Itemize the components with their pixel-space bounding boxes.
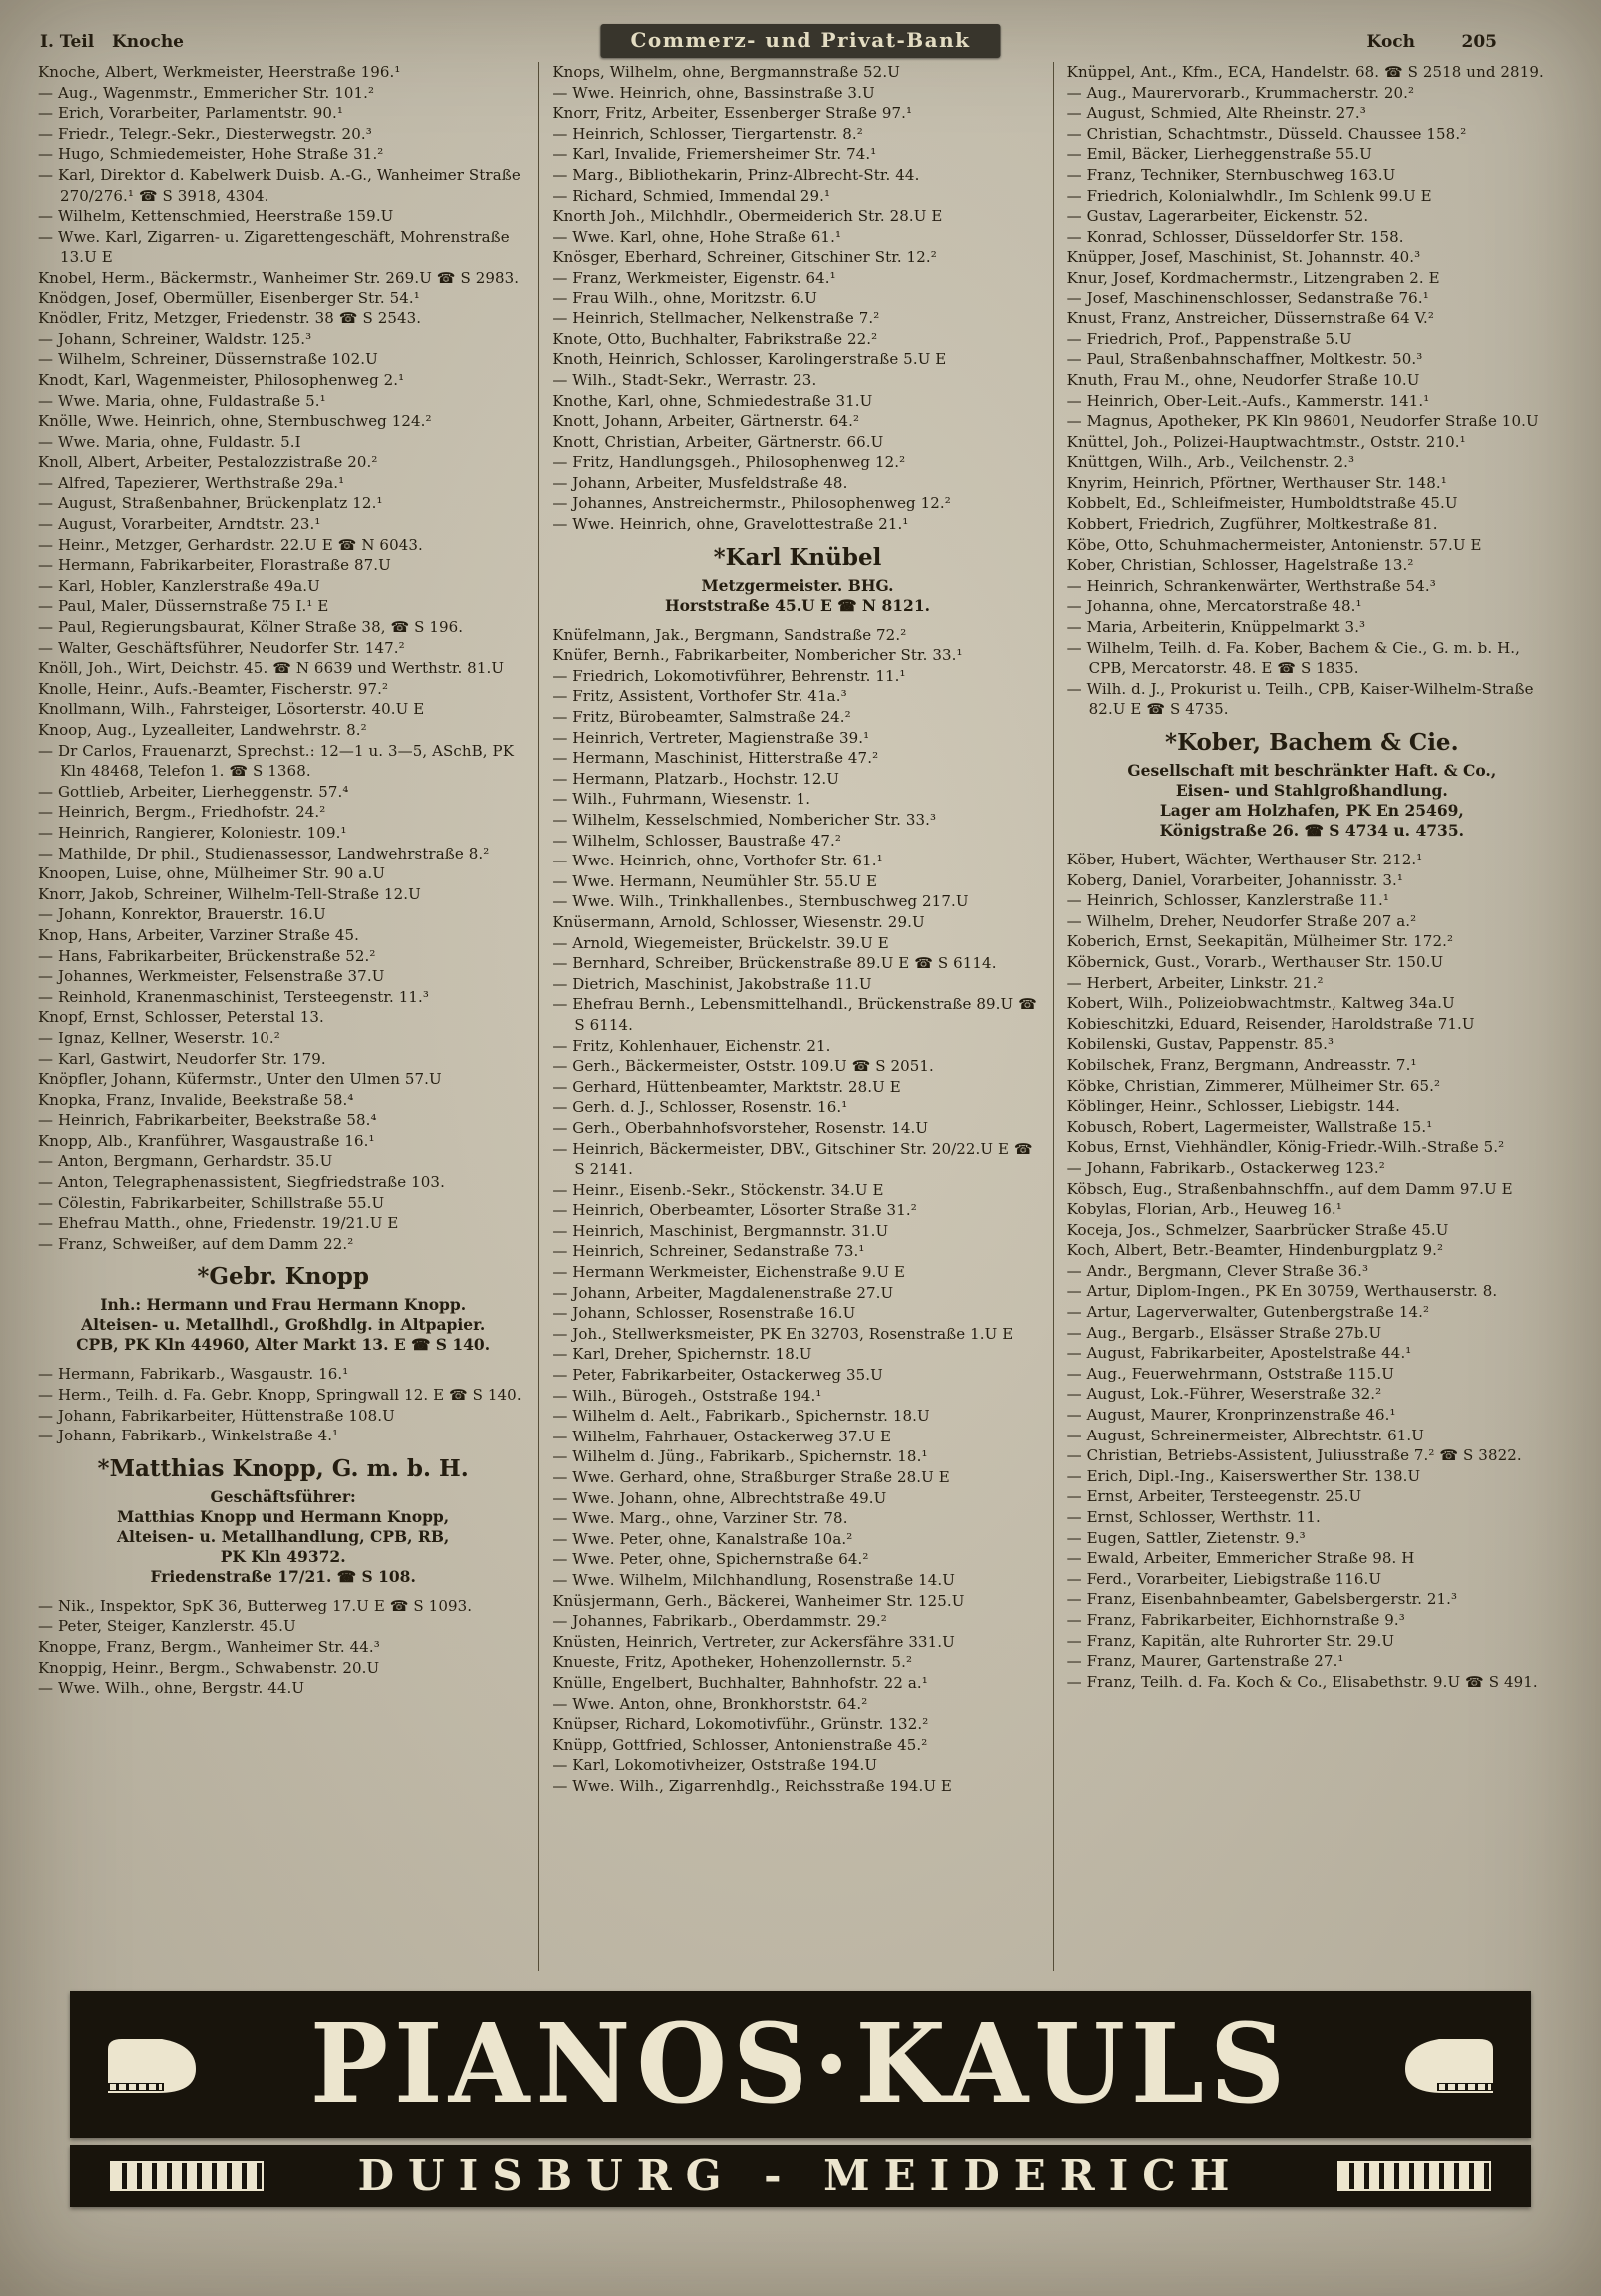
directory-entry: — August, Schmied, Alte Rheinstr. 27.³ (1066, 104, 1366, 123)
directory-entry: — Wilh. d. J., Prokurist u. Teilh., CPB, Kaiser-Wilhelm-Straße 82.U E ☎ S 4735. (1066, 679, 1534, 719)
gebr-knopp-ad (42, 1263, 524, 1355)
directory-entry: — Artur, Diplom-Ingen., PK En 30759, Werthauserstr. 8. (1066, 1282, 1498, 1301)
directory-entry: — Wilh., Stadt-Sekr., Werrastr. 23. (552, 370, 817, 389)
directory-entry: Knolle, Heinr., Aufs.-Beamter, Fischerstr. 97.² (38, 679, 389, 698)
directory-entry: — Ernst, Arbeiter, Tersteegenstr. 25.U (1066, 1487, 1362, 1506)
directory-entry: — Eugen, Sattler, Zietenstr. 9.³ (1066, 1528, 1306, 1547)
directory-entry: — Paul, Straßenbahnschaffner, Moltkestr. 50.³ (1066, 350, 1423, 369)
directory-entry: — Christian, Schachtmstr., Düsseld. Chaussee 158.² (1066, 124, 1467, 143)
directory-entry: — Franz, Fabrikarbeiter, Eichhornstraße 9.³ (1066, 1610, 1405, 1629)
directory-entry: — Heinrich, Fabrikarbeiter, Beekstraße 58.⁴ (38, 1111, 377, 1130)
directory-entry: — Frau Wilh., ohne, Moritzstr. 6.U (552, 288, 817, 307)
directory-entry: Knodt, Karl, Wagenmeister, Philosophenweg 2.¹ (38, 370, 405, 389)
directory-entry: Knott, Johann, Arbeiter, Gärtnerstr. 64.² (552, 412, 860, 431)
directory-entry: — Wwe. Wilh., Trinkhallenbes., Sternbuschweg 217.U (552, 892, 969, 911)
directory-entry: Knuth, Frau M., ohne, Neudorfer Straße 10.U (1066, 370, 1420, 389)
directory-entry: — Heinrich, Stellmacher, Nelkenstraße 7.² (552, 309, 880, 328)
directory-entry: — Franz, Werkmeister, Eigenstr. 64.¹ (552, 268, 836, 287)
directory-entry: — Hermann Werkmeister, Eichenstraße 9.U E (552, 1263, 905, 1282)
directory-entry: — Maria, Arbeiterin, Knüppelmarkt 3.³ (1066, 618, 1366, 637)
directory-entry: — Wwe. Karl, ohne, Hohe Straße 61.¹ (552, 227, 842, 246)
directory-entry: Köbke, Christian, Zimmerer, Mülheimer Str. 65.² (1066, 1076, 1441, 1095)
column-left (34, 62, 538, 1971)
ad-line: Metzgermeister. BHG. (701, 575, 894, 595)
directory-entry: — Erich, Dipl.-Ing., Kaiserswerther Str. 138.U (1066, 1466, 1421, 1485)
page-header (0, 24, 1601, 66)
directory-entry: Knorth Joh., Milchhdlr., Obermeiderich Str. 28.U E (552, 207, 943, 226)
directory-entry: — Wwe. Anton, ohne, Bronkhorststr. 64.² (552, 1694, 868, 1713)
directory-entry: Köbsch, Eug., Straßenbahnschffn., auf dem Damm 97.U E (1066, 1179, 1513, 1198)
directory-entry: — Johannes, Anstreichermstr., Philosophenweg 12.² (552, 494, 951, 513)
directory-entry: — Johann, Fabrikarbeiter, Hüttenstraße 108.U (38, 1406, 395, 1425)
ad-line: Geschäftsführer: (210, 1486, 356, 1506)
directory-entry: — Franz, Teilh. d. Fa. Koch & Co., Elisabethstr. 9.U ☎ S 491. (1066, 1672, 1538, 1691)
directory-entry: — Peter, Steiger, Kanzlerstr. 45.U (38, 1617, 296, 1636)
directory-entry: Knüttgen, Wilh., Arb., Veilchenstr. 2.³ (1066, 453, 1355, 472)
directory-entry: — August, Straßenbahner, Brückenplatz 12.¹ (38, 494, 383, 513)
directory-entry: Knop, Hans, Arbeiter, Varziner Straße 45. (38, 925, 359, 944)
directory-entry: — Aug., Bergarb., Elsässer Straße 27b.U (1066, 1323, 1382, 1342)
ad-bottom-band (70, 2145, 1531, 2207)
directory-entry: — Gerh., Bäckermeister, Oststr. 109.U ☎ S 2051. (552, 1057, 934, 1076)
directory-entry: — Gerh., Oberbahnhofsvorsteher, Rosenstr. 14.U (552, 1118, 929, 1137)
directory-entry: — Wwe. Heinrich, ohne, Vorthofer Str. 61.¹ (552, 852, 883, 870)
directory-entry: — Johann, Konrektor, Brauerstr. 16.U (38, 905, 326, 924)
directory-entry: — Ewald, Arbeiter, Emmericher Straße 98. H (1066, 1549, 1415, 1568)
directory-entry: — Wwe. Wilh., Zigarrenhdlg., Reichsstraße 194.U E (552, 1776, 952, 1795)
directory-entry: — Johann, Arbeiter, Musfeldstraße 48. (552, 473, 848, 492)
directory-entry: — Hermann, Maschinist, Hitterstraße 47.² (552, 749, 879, 768)
ad-title: PIANOS·KAULS (309, 1999, 1292, 2129)
ad-line: *Kober, Bachem & Cie. (1165, 729, 1459, 756)
directory-entry: — Aug., Wagenmstr., Emmericher Str. 101.² (38, 83, 375, 102)
directory-entry: Knödgen, Josef, Obermüller, Eisenberger Str. 54.¹ (38, 288, 420, 307)
bank-banner (600, 24, 1000, 58)
directory-entry: — Wwe. Wilh., ohne, Bergstr. 44.U (38, 1679, 305, 1698)
directory-entry: Koch, Albert, Betr.-Beamter, Hindenburgplatz 9.² (1066, 1241, 1444, 1260)
directory-entry: — Hermann, Platzarb., Hochstr. 12.U (552, 769, 839, 788)
directory-entry: Knyrim, Heinrich, Pförtner, Werthauser Str. 148.¹ (1066, 473, 1447, 492)
directory-entry: — Heinrich, Ober-Leit.-Aufs., Kammerstr. 141.¹ (1066, 391, 1430, 410)
directory-entry: Knoopen, Luise, ohne, Mülheimer Str. 90 a.U (38, 864, 385, 883)
directory-entry: — Fritz, Handlungsgeh., Philosophenweg 12.² (552, 453, 906, 472)
directory-entry: — Cölestin, Fabrikarbeiter, Schillstraße 55.U (38, 1193, 385, 1212)
directory-entry: — August, Lok.-Führer, Weserstraße 32.² (1066, 1385, 1382, 1404)
directory-entry: — Arnold, Wiegemeister, Brückelstr. 39.U E (552, 933, 889, 952)
pianos-kauls-ad (70, 1991, 1531, 2212)
directory-entry: — Wilh., Fuhrmann, Wiesenstr. 1. (552, 790, 811, 809)
directory-entry: — Franz, Eisenbahnbeamter, Gabelsbergerstr. 21.³ (1066, 1590, 1458, 1609)
directory-entry: Knöpfler, Johann, Küfermstr., Unter den Ulmen 57.U (38, 1070, 442, 1089)
ad-line: Matthias Knopp und Hermann Knopp, (117, 1506, 450, 1526)
directory-entry: — Erich, Vorarbeiter, Parlamentstr. 90.¹ (38, 104, 344, 123)
directory-entry: — Wilhelm d. Aelt., Fabrikarb., Spichernstr. 18.U (552, 1407, 930, 1426)
directory-entry: Kobilschek, Franz, Bergmann, Andreasstr. 7.¹ (1066, 1055, 1417, 1074)
directory-entry: — Friedrich, Lokomotivführer, Behrenstr. 11.¹ (552, 666, 906, 685)
column-right (1053, 62, 1567, 1971)
directory-entry: Knorr, Jakob, Schreiner, Wilhelm-Tell-Straße 12.U (38, 884, 421, 903)
directory-entry: Knüfer, Bernh., Fabrikarbeiter, Nombericher Str. 33.¹ (552, 646, 963, 665)
directory-entry: — Marg., Bibliothekarin, Prinz-Albrecht-Str. 44. (552, 165, 920, 184)
directory-entry: — Wilhelm, Kesselschmied, Nombericher Str. 33.³ (552, 811, 937, 829)
page-number: 205 (1461, 32, 1497, 52)
directory-entry: — August, Schreinermeister, Albrechtstr. 61.U (1066, 1426, 1425, 1444)
directory-entry: — Wwe. Peter, ohne, Spichernstraße 64.² (552, 1550, 869, 1569)
directory-entry: — Heinrich, Bäckermeister, DBV., Gitschiner Str. 20/22.U E ☎ S 2141. (552, 1139, 1033, 1179)
directory-entry: Kobusch, Robert, Lagermeister, Wallstraße 15.¹ (1066, 1117, 1433, 1136)
directory-entry: Köblinger, Heinr., Schlosser, Liebigstr. 144. (1066, 1097, 1400, 1116)
directory-entry: — Wilhelm, Fahrhauer, Ostackerweg 37.U E (552, 1427, 892, 1445)
directory-entry: — Wilhelm, Schreiner, Düssernstraße 102.U (38, 350, 378, 369)
directory-entry: Knülle, Engelbert, Buchhalter, Bahnhofstr. 22 a.¹ (552, 1673, 928, 1692)
directory-entry: — Ehefrau Matth., ohne, Friedenstr. 19/21.U E (38, 1214, 399, 1233)
karl-knuebel-ad (556, 544, 1038, 616)
directory-entry: — Wwe. Marg., ohne, Varziner Str. 78. (552, 1509, 848, 1528)
directory-entry: Knur, Josef, Kordmachermstr., Litzengraben 2. E (1066, 268, 1440, 287)
directory-entry: — Heinr., Metzger, Gerhardstr. 22.U E ☎ N 6043. (38, 535, 423, 554)
directory-entry: — Reinhold, Kranenmaschinist, Tersteegenstr. 11.³ (38, 987, 430, 1006)
directory-entry: Koceja, Jos., Schmelzer, Saarbrücker Straße 45.U (1066, 1220, 1449, 1239)
keyword-right: Koch (1366, 32, 1415, 52)
directory-entry: — Karl, Hobler, Kanzlerstraße 49a.U (38, 576, 320, 595)
directory-entry: — August, Maurer, Kronprinzenstraße 46.¹ (1066, 1406, 1396, 1425)
directory-entry: — Nik., Inspektor, SpK 36, Butterweg 17.U E ☎ S 1093. (38, 1596, 473, 1615)
directory-entry: — Walter, Geschäftsführer, Neudorfer Str. 147.² (38, 638, 405, 657)
directory-entry: Knollmann, Wilh., Fahrsteiger, Lösorterstr. 40.U E (38, 700, 425, 719)
directory-entry: — Friedr., Telegr.-Sekr., Diesterwegstr. 20.³ (38, 124, 372, 143)
ad-line: PK Kln 49372. (220, 1546, 346, 1566)
directory-entry: — Ignaz, Kellner, Weserstr. 10.² (38, 1028, 280, 1047)
directory-entry: Knüpp, Gottfried, Schlosser, Antonienstraße 45.² (552, 1735, 928, 1754)
ad-top-band (70, 1991, 1531, 2138)
directory-entry: — Karl, Lokomotivheizer, Oststraße 194.U (552, 1756, 878, 1775)
directory-entry: Knösger, Eberhard, Schreiner, Gitschiner Str. 12.² (552, 248, 937, 267)
directory-entry: — Wwe. Gerhard, ohne, Straßburger Straße 28.U E (552, 1468, 950, 1486)
directory-entry: — Paul, Regierungsbaurat, Kölner Straße 38, ☎ S 196. (38, 618, 464, 637)
ad-line: Eisen- und Stahlgroßhandlung. (1175, 781, 1448, 800)
directory-entry: — Wilhelm, Kettenschmied, Heerstraße 159.U (38, 207, 394, 226)
piano-icon (1395, 2027, 1505, 2101)
directory-entry: — Wilhelm, Schlosser, Baustraße 47.² (552, 831, 842, 850)
directory-entry: Knust, Franz, Anstreicher, Düssernstraße 64 V.² (1066, 309, 1434, 328)
directory-entry: Knopka, Franz, Invalide, Beekstraße 58.⁴ (38, 1090, 354, 1109)
directory-entry: — Heinr., Eisenb.-Sekr., Stöckenstr. 34.U E (552, 1180, 884, 1199)
directory-entry: — Heinrich, Maschinist, Bergmannstr. 31.U (552, 1221, 889, 1240)
directory-entry: — Johannes, Fabrikarb., Oberdammstr. 29.² (552, 1612, 887, 1631)
directory-entry: Knüsermann, Arnold, Schlosser, Wiesenstr. 29.U (552, 912, 925, 931)
directory-entry: — Karl, Dreher, Spichernstr. 18.U (552, 1345, 812, 1364)
directory-entry: — Franz, Techniker, Sternbuschweg 163.U (1066, 165, 1396, 184)
piano-keys-icon (1337, 2161, 1491, 2191)
directory-entry: — Franz, Maurer, Gartenstraße 27.¹ (1066, 1652, 1344, 1671)
directory-entry: — Johann, Arbeiter, Magdalenenstraße 27.U (552, 1283, 894, 1302)
directory-entry: Knoche, Albert, Werkmeister, Heerstraße 196.¹ (38, 63, 401, 81)
directory-entry: Köbernick, Gust., Vorarb., Werthauser Str. 150.U (1066, 952, 1444, 971)
directory-entry: — Hermann, Fabrikarb., Wasgaustr. 16.¹ (38, 1365, 349, 1384)
directory-entry: — Bernhard, Schreiber, Brückenstraße 89.U E ☎ S 6114. (552, 954, 997, 973)
directory-entry: — Wilhelm d. Jüng., Fabrikarb., Spichernstr. 18.¹ (552, 1447, 928, 1466)
ad-line: Friedenstraße 17/21. ☎ S 108. (150, 1566, 416, 1586)
directory-entry: Knölle, Wwe. Heinrich, ohne, Sternbuschweg 124.² (38, 412, 432, 431)
directory-entry: Knüppel, Ant., Kfm., ECA, Handelstr. 68. ☎ S 2518 und 2819. (1066, 63, 1544, 81)
directory-entry: Kobert, Wilh., Polizeiobwachtmstr., Kaltweg 34a.U (1066, 994, 1455, 1013)
directory-entry: — Johann, Schlosser, Rosenstraße 16.U (552, 1304, 856, 1323)
directory-entry: — Franz, Kapitän, alte Ruhrorter Str. 29.U (1066, 1631, 1395, 1650)
directory-entry: — Heinrich, Schlosser, Kanzlerstraße 11.¹ (1066, 891, 1389, 910)
directory-entry: — Johann, Fabrikarb., Winkelstraße 4.¹ (38, 1427, 339, 1445)
directory-entry: — Wwe. Maria, ohne, Fuldastr. 5.I (38, 432, 301, 451)
directory-entry: — Heinrich, Bergm., Friedhofstr. 24.² (38, 803, 326, 822)
directory-entry: — Friedrich, Prof., Pappenstraße 5.U (1066, 329, 1352, 348)
directory-entry: — Heinrich, Rangierer, Koloniestr. 109.¹ (38, 823, 347, 842)
directory-entry: Koberg, Daniel, Vorarbeiter, Johannisstr. 3.¹ (1066, 870, 1403, 889)
directory-entry: — Gustav, Lagerarbeiter, Eickenstr. 52. (1066, 207, 1369, 226)
directory-entry: Kobilenski, Gustav, Pappenstr. 85.³ (1066, 1035, 1334, 1054)
directory-entry: — Wwe. Johann, ohne, Albrechtstraße 49.U (552, 1488, 887, 1507)
directory-entry: Knueste, Fritz, Apotheker, Hohenzollernstr. 5.² (552, 1653, 913, 1672)
directory-entry: Knoppig, Heinr., Bergm., Schwabenstr. 20.U (38, 1658, 380, 1677)
directory-columns (34, 62, 1567, 1971)
directory-entry: — August, Vorarbeiter, Arndtstr. 23.¹ (38, 515, 321, 534)
directory-entry: — Wilhelm, Teilh. d. Fa. Kober, Bachem & Cie., G. m. b. H., CPB, Mercatorstr. 48. E ☎ S 1835. (1066, 638, 1521, 678)
directory-entry: — Aug., Maurervorarb., Krummacherstr. 20.² (1066, 83, 1415, 102)
directory-entry: — Friedrich, Kolonialwhdlr., Im Schlenk 99.U E (1066, 186, 1432, 205)
directory-entry: — Ferd., Vorarbeiter, Liebigstraße 116.U (1066, 1569, 1382, 1588)
directory-entry: Köber, Hubert, Wächter, Werthauser Str. 212.¹ (1066, 851, 1423, 868)
directory-entry: — Johann, Schreiner, Waldstr. 125.³ (38, 329, 312, 348)
directory-entry: — Karl, Invalide, Friemersheimer Str. 74.¹ (552, 145, 877, 164)
directory-entry: — Anton, Telegraphenassistent, Siegfriedstraße 103. (38, 1173, 445, 1192)
ad-line: Alteisen- u. Metallhdl., Großhdlg. in Altpapier. (81, 1315, 486, 1335)
directory-entry: — Mathilde, Dr phil., Studienassessor, Landwehrstraße 8.² (38, 844, 490, 862)
directory-entry: — Karl, Gastwirt, Neudorfer Str. 179. (38, 1049, 326, 1068)
directory-entry: Knoppe, Franz, Bergm., Wanheimer Str. 44.³ (38, 1638, 380, 1656)
directory-entry: — Heinrich, Schreiner, Sedanstraße 73.¹ (552, 1242, 865, 1261)
directory-entry: — Christian, Betriebs-Assistent, Juliusstraße 7.² ☎ S 3822. (1066, 1446, 1522, 1465)
directory-entry: — Gerh. d. J., Schlosser, Rosenstr. 16.¹ (552, 1098, 848, 1117)
piano-icon (96, 2027, 206, 2101)
directory-entry: — Wilh., Bürogeh., Oststraße 194.¹ (552, 1386, 822, 1405)
directory-entry: Köbe, Otto, Schuhmachermeister, Antonienstr. 57.U E (1066, 535, 1482, 554)
directory-entry: Knoll, Albert, Arbeiter, Pestalozzistraße 20.² (38, 453, 378, 472)
directory-entry: — Gottlieb, Arbeiter, Lierheggenstr. 57.⁴ (38, 782, 349, 801)
directory-entry: Knorr, Fritz, Arbeiter, Essenberger Straße 97.¹ (552, 104, 913, 123)
kober-bachem-ad (1071, 729, 1553, 841)
directory-entry: — Karl, Direktor d. Kabelwerk Duisb. A.-G., Wanheimer Straße 270/276.¹ ☎ S 3918, 4304. (38, 165, 521, 205)
directory-entry: — Wilhelm, Dreher, Neudorfer Straße 207 a.² (1066, 911, 1417, 930)
directory-entry: Knoth, Heinrich, Schlosser, Karolingerstraße 5.U E (552, 350, 947, 369)
directory-entry: Kober, Christian, Schlosser, Hagelstraße 13.² (1066, 556, 1414, 575)
directory-entry: Knopp, Alb., Kranführer, Wasgaustraße 16.¹ (38, 1131, 375, 1150)
directory-entry: Kobbert, Friedrich, Zugführer, Moltkestraße 81. (1066, 515, 1438, 534)
directory-entry: Koberich, Ernst, Seekapitän, Mülheimer Str. 172.² (1066, 932, 1454, 951)
directory-entry: Knüttel, Joh., Polizei-Hauptwachtmstr., Oststr. 210.¹ (1066, 432, 1466, 451)
directory-entry: Knüsten, Heinrich, Vertreter, zur Ackersfähre 331.U (552, 1632, 955, 1651)
ad-line: *Gebr. Knopp (197, 1263, 369, 1291)
directory-entry: Knott, Christian, Arbeiter, Gärtnerstr. 66.U (552, 432, 884, 451)
ad-line: CPB, PK Kln 44960, Alter Markt 13. E ☎ S 140. (76, 1335, 491, 1355)
directory-entry: — Wwe. Karl, Zigarren- u. Zigarettengeschäft, Mohrenstraße 13.U E (38, 227, 510, 267)
ad-line: Horststraße 45.U E ☎ N 8121. (664, 595, 931, 615)
directory-entry: Kobus, Ernst, Viehhändler, König-Friedr.-Wilh.-Straße 5.² (1066, 1138, 1505, 1157)
directory-entry: — Wwe. Peter, ohne, Kanalstraße 10a.² (552, 1529, 853, 1548)
directory-entry: Knüfelmann, Jak., Bergmann, Sandstraße 72.² (552, 625, 907, 644)
directory-entry: — Hermann, Fabrikarbeiter, Florastraße 87.U (38, 556, 391, 575)
ad-line: Königstraße 26. ☎ S 4734 u. 4735. (1159, 821, 1465, 840)
directory-entry: Knobel, Herm., Bäckermstr., Wanheimer Str. 269.U ☎ S 2983. (38, 268, 520, 287)
piano-keys-icon (110, 2161, 264, 2191)
directory-entry: Knoop, Aug., Lyzealleiter, Landwehrstr. 8.² (38, 721, 367, 739)
directory-entry: — Emil, Bäcker, Lierheggenstraße 55.U (1066, 145, 1372, 164)
column-middle (538, 62, 1052, 1971)
directory-entry: — Anton, Bergmann, Gerhardstr. 35.U (38, 1152, 333, 1171)
directory-entry: — Andr., Bergmann, Clever Straße 36.³ (1066, 1261, 1369, 1280)
directory-entry: — Paul, Maler, Düssernstraße 75 I.¹ E (38, 597, 329, 616)
directory-entry: Knopf, Ernst, Schlosser, Peterstal 13. (38, 1008, 324, 1027)
directory-entry: — Wwe. Maria, ohne, Fuldastraße 5.¹ (38, 391, 326, 410)
directory-entry: — Hans, Fabrikarbeiter, Brückenstraße 52.² (38, 946, 376, 965)
ad-line: Gesellschaft mit beschränkter Haft. & Co., (1127, 761, 1497, 780)
ad-subtitle: DUISBURG - MEIDERICH (357, 2151, 1244, 2200)
directory-entry: — Wwe. Heinrich, ohne, Gravelottestraße 21.¹ (552, 515, 909, 534)
directory-entry: — Dietrich, Maschinist, Jakobstraße 11.U (552, 974, 872, 993)
directory-entry: — Dr Carlos, Frauenarzt, Sprechst.: 12—1 u. 3—5, ASchB, PK Kln 48468, Telefon 1. ☎ S 1368. (38, 741, 515, 781)
directory-entry: — Gerhard, Hüttenbeamter, Marktstr. 28.U E (552, 1077, 901, 1096)
directory-entry: — Heinrich, Schrankenwärter, Werthstraße 54.³ (1066, 576, 1436, 595)
directory-entry: — Alfred, Tapezierer, Werthstraße 29a.¹ (38, 473, 345, 492)
directory-entry: — Johanna, ohne, Mercatorstraße 48.¹ (1066, 597, 1362, 616)
directory-entry: — Heinrich, Vertreter, Magienstraße 39.¹ (552, 728, 870, 747)
directory-entry: — Peter, Fabrikarbeiter, Ostackerweg 35.U (552, 1366, 883, 1385)
directory-entry: — Magnus, Apotheker, PK Kln 98601, Neudorfer Straße 10.U (1066, 412, 1539, 431)
directory-entry: — Wwe. Heinrich, ohne, Bassinstraße 3.U (552, 83, 875, 102)
directory-entry: — Johannes, Werkmeister, Felsenstraße 37.U (38, 967, 385, 986)
directory-entry: Kobieschitzki, Eduard, Reisender, Haroldstraße 71.U (1066, 1014, 1475, 1033)
matthias-knopp-ad (42, 1455, 524, 1587)
directory-entry: — Herm., Teilh. d. Fa. Gebr. Knopp, Springwall 12. E ☎ S 140. (38, 1386, 522, 1405)
ad-line: *Karl Knübel (713, 543, 882, 571)
directory-entry: — August, Fabrikarbeiter, Apostelstraße 44.¹ (1066, 1344, 1412, 1363)
directory-entry: Knöll, Joh., Wirt, Deichstr. 45. ☎ N 6639 und Werthstr. 81.U (38, 659, 505, 678)
directory-entry: — Franz, Schweißer, auf dem Damm 22.² (38, 1234, 354, 1253)
directory-entry: — Ernst, Schlosser, Werthstr. 11. (1066, 1508, 1321, 1526)
directory-entry: — Artur, Lagerverwalter, Gutenbergstraße 14.² (1066, 1303, 1430, 1322)
keyword-left: Knoche (112, 32, 185, 52)
directory-entry: — Herbert, Arbeiter, Linkstr. 21.² (1066, 973, 1324, 992)
directory-entry: — Josef, Maschinenschlosser, Sedanstraße 76.¹ (1066, 288, 1429, 307)
directory-entry: Knüpper, Josef, Maschinist, St. Johannstr. 40.³ (1066, 248, 1421, 267)
part-label: I. Teil (40, 32, 95, 52)
ad-line: Inh.: Hermann und Frau Hermann Knopp. (100, 1295, 467, 1315)
directory-entry: Knothe, Karl, ohne, Schmiedestraße 31.U (552, 391, 873, 410)
directory-entry: — Heinrich, Schlosser, Tiergartenstr. 8.² (552, 124, 863, 143)
directory-entry: — Hugo, Schmiedemeister, Hohe Straße 31.² (38, 145, 384, 164)
directory-entry: — Fritz, Kohlenhauer, Eichenstr. 21. (552, 1036, 831, 1055)
directory-entry: — Fritz, Bürobeamter, Salmstraße 24.² (552, 708, 851, 727)
directory-entry: Knüpser, Richard, Lokomotivführ., Grünstr. 132.² (552, 1715, 929, 1734)
directory-entry: — Johann, Fabrikarb., Ostackerweg 123.² (1066, 1158, 1385, 1177)
directory-entry: Knops, Wilhelm, ohne, Bergmannstraße 52.U (552, 63, 900, 81)
directory-entry: Knödler, Fritz, Metzger, Friedenstr. 38 ☎ S 2543. (38, 309, 422, 328)
directory-entry: — Ehefrau Bernh., Lebensmittelhandl., Brückenstraße 89.U ☎ S 6114. (552, 995, 1037, 1034)
ad-line: *Matthias Knopp, G. m. b. H. (97, 1454, 469, 1482)
directory-entry: Kobbelt, Ed., Schleifmeister, Humboldtstraße 45.U (1066, 494, 1458, 513)
directory-entry: — Fritz, Assistent, Vorthofer Str. 41a.³ (552, 687, 847, 706)
ad-line: Lager am Holzhafen, PK En 25469, (1159, 801, 1464, 820)
directory-entry: Knote, Otto, Buchhalter, Fabrikstraße 22.² (552, 329, 878, 348)
directory-entry: — Joh., Stellwerksmeister, PK En 32703, Rosenstraße 1.U E (552, 1324, 1014, 1343)
bank-banner-text: Commerz- und Privat-Bank (630, 28, 971, 52)
directory-entry: Knüsjermann, Gerh., Bäckerei, Wanheimer Str. 125.U (552, 1591, 965, 1610)
directory-entry: — Aug., Feuerwehrmann, Oststraße 115.U (1066, 1364, 1394, 1383)
directory-entry: — Wwe. Hermann, Neumühler Str. 55.U E (552, 871, 878, 890)
directory-entry: — Heinrich, Oberbeamter, Lösorter Straße 31.² (552, 1201, 917, 1220)
directory-entry: — Wwe. Wilhelm, Milchhandlung, Rosenstraße 14.U (552, 1570, 956, 1589)
ad-line: Alteisen- u. Metallhandlung, CPB, RB, (117, 1526, 450, 1546)
directory-entry: — Konrad, Schlosser, Düsseldorfer Str. 158. (1066, 227, 1404, 246)
directory-entry: Kobylas, Florian, Arb., Heuweg 16.¹ (1066, 1200, 1342, 1219)
directory-entry: — Richard, Schmied, Immendal 29.¹ (552, 186, 831, 205)
